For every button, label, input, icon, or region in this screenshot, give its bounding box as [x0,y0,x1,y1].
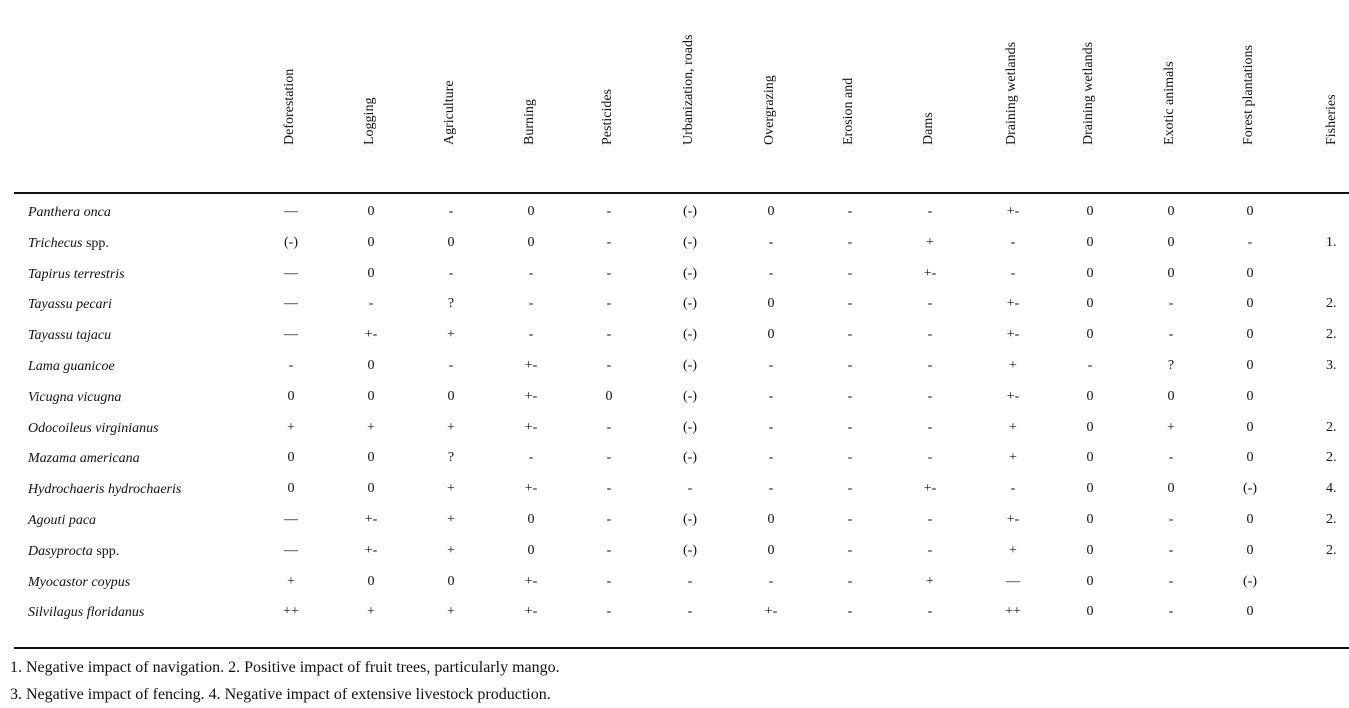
impact-cell-erosion-and: - [847,542,853,558]
species-name [28,205,111,221]
impact-cell-agriculture: 0 [447,234,455,250]
impact-cell-draining-wetlands: 0 [1086,204,1094,219]
species-name [28,605,144,621]
impact-cell-pesticides: - [606,265,612,281]
impact-cell-exotic-animals: - [1168,511,1174,527]
impact-cell-forest-plantations: (-) [1243,481,1257,497]
impact-cell-draining-wetlands: - [1010,234,1016,250]
impact-cell-logging: - [368,296,374,312]
column-header-exotic-animals: Exotic animals [1162,61,1177,145]
impact-cell-agriculture: - [448,357,454,373]
impact-cell-forest-plantations: 0 [1246,327,1254,343]
species-genus: Silvilagus floridanus [28,605,145,621]
impact-cell-exotic-animals: 0 [1167,204,1175,219]
impact-cell-deforestation: — [284,511,298,527]
impact-cell-pesticides: - [606,419,612,435]
impact-cell-logging: +- [364,327,378,343]
table-row [0,443,1349,474]
impact-cell-draining-wetlands: 0 [1086,542,1094,558]
impact-cell-draining-wetlands: +- [1006,296,1020,312]
table-row [0,382,1349,413]
species-name [28,236,109,252]
impact-cell-draining-wetlands: 0 [1086,511,1094,527]
column-header-urbanization-roads: Urbanization, roads [681,34,696,145]
impact-cell-pesticides: - [606,542,612,558]
impact-cell-pesticides: - [606,327,612,343]
species-name [28,544,119,560]
table-row [0,197,1349,228]
impact-cell-dams: + [926,573,934,589]
impact-cell-erosion-and: - [847,573,853,589]
fisheries-note: 2. [1326,419,1337,435]
impact-cell-urbanization-roads: (-) [683,388,697,404]
impact-cell-draining-wetlands: + [1009,357,1017,373]
impact-cell-forest-plantations: 0 [1246,511,1254,527]
impact-cell-erosion-and: - [847,204,853,219]
impact-cell-dams: + [926,234,934,250]
impact-cell-overgrazing: - [768,419,774,435]
impact-cell-burning: - [528,296,534,312]
impact-cell-logging: 0 [367,481,375,497]
impact-cell-pesticides: - [606,450,612,466]
species-name [28,390,121,406]
impact-cell-forest-plantations: 0 [1246,357,1254,373]
impact-cell-urbanization-roads: (-) [683,234,697,250]
impact-cell-deforestation: + [287,419,295,435]
impact-cell-logging: +- [364,542,378,558]
impact-cell-urbanization-roads: (-) [683,265,697,281]
impact-cell-draining-wetlands: - [1010,481,1016,497]
impact-cell-pesticides: - [606,573,612,589]
column-header-draining-wetlands: Draining wetlands [1081,41,1096,145]
fisheries-note: 3. [1326,357,1337,373]
impact-cell-deforestation: + [287,573,295,589]
impact-cell-logging: 0 [367,204,375,219]
impact-cell-erosion-and: - [847,234,853,250]
impact-cell-erosion-and: - [847,357,853,373]
fisheries-note: 2. [1326,327,1337,343]
column-header-deforestation: Deforestation [282,68,297,145]
impact-cell-overgrazing: 0 [767,511,775,527]
species-name [28,513,96,529]
impact-cell-overgrazing: - [768,573,774,589]
impact-cell-pesticides: 0 [605,388,613,404]
impact-cell-burning: +- [524,388,538,404]
impact-cell-dams: - [927,204,933,219]
impact-cell-logging: + [367,419,375,435]
species-genus: Mazama americana [28,451,140,467]
impact-cell-dams: +- [923,265,937,281]
table-row [0,228,1349,259]
impact-cell-burning: +- [524,357,538,373]
impact-cell-dams: - [927,327,933,343]
species-genus: Odocoileus virginianus [28,420,159,436]
column-header-agriculture: Agriculture [442,80,457,145]
table-row [0,413,1349,444]
impact-cell-exotic-animals: 0 [1167,265,1175,281]
impact-cell-draining-wetlands: — [1006,573,1020,589]
impact-cell-forest-plantations: 0 [1246,604,1254,620]
impact-cell-urbanization-roads: (-) [683,511,697,527]
impact-cell-forest-plantations: (-) [1243,573,1257,589]
impact-cell-pesticides: - [606,296,612,312]
impact-cell-urbanization-roads: (-) [683,327,697,343]
impact-cell-draining-wetlands: 0 [1086,388,1094,404]
impact-cell-forest-plantations: 0 [1246,265,1254,281]
column-header-erosion-and: Erosion and [841,77,856,145]
impact-cell-draining-wetlands: 0 [1086,450,1094,466]
impact-cell-pesticides: - [606,357,612,373]
species-genus: Tapirus terrestris [28,266,125,282]
impact-cell-deforestation: — [284,265,298,281]
table-row [0,474,1349,505]
impact-cell-deforestation: ++ [283,604,299,620]
impact-cell-exotic-animals: - [1168,327,1174,343]
impact-cell-draining-wetlands: 0 [1086,327,1094,343]
impact-cell-urbanization-roads: (-) [683,296,697,312]
impact-cell-agriculture: + [447,604,455,620]
impact-cell-burning: +- [524,419,538,435]
impact-cell-logging: 0 [367,265,375,281]
impact-cell-urbanization-roads: (-) [683,542,697,558]
impact-cell-dams: - [927,419,933,435]
column-header-fisheries: Fisheries [1324,94,1339,145]
impact-cell-logging: 0 [367,450,375,466]
species-genus: Dasyprocta [28,543,93,559]
species-name [28,359,115,375]
fisheries-note: 2. [1326,511,1337,527]
impact-cell-dams: - [927,357,933,373]
impact-cell-urbanization-roads: - [687,573,693,589]
impact-cell-forest-plantations: - [1247,234,1253,250]
impact-cell-overgrazing: - [768,234,774,250]
impact-cell-forest-plantations: 0 [1246,296,1254,312]
table-row [0,320,1349,351]
species-genus: Tayassu tajacu [28,328,112,344]
impact-cell-exotic-animals: - [1168,573,1174,589]
impact-cell-pesticides: - [606,604,612,620]
impact-cell-draining-wetlands: 0 [1086,481,1094,497]
impact-cell-exotic-animals: - [1168,542,1174,558]
impact-cell-forest-plantations: 0 [1246,204,1254,219]
impact-cell-overgrazing: 0 [767,542,775,558]
impact-cell-deforestation: (-) [284,234,298,250]
impact-cell-agriculture: - [448,265,454,281]
impact-cell-deforestation: — [284,296,298,312]
impact-cell-burning: +- [524,481,538,497]
table-row [0,259,1349,290]
impact-cell-forest-plantations: 0 [1246,419,1254,435]
impact-cell-erosion-and: - [847,296,853,312]
column-header-dams: Dams [921,112,936,145]
impact-cell-urbanization-roads: (-) [683,204,697,219]
impact-cell-draining-wetlands: ++ [1005,604,1021,620]
impact-cell-deforestation: 0 [287,450,295,466]
impact-cell-overgrazing: - [768,357,774,373]
header-rule [14,192,1349,194]
table-row [0,351,1349,382]
fisheries-note: 4. [1326,481,1337,497]
impact-cell-exotic-animals: + [1167,419,1175,435]
column-header-overgrazing: Overgrazing [762,75,777,145]
species-name [28,297,112,313]
impact-cell-erosion-and: - [847,419,853,435]
impact-cell-logging: +- [364,511,378,527]
impact-cell-agriculture: - [448,204,454,219]
impact-cell-draining-wetlands: 0 [1086,419,1094,435]
impact-cell-burning: 0 [527,204,535,219]
impact-cell-exotic-animals: - [1168,296,1174,312]
species-name [28,482,181,498]
impact-cell-agriculture: + [447,511,455,527]
impact-cell-burning: +- [524,604,538,620]
impact-cell-agriculture: + [447,327,455,343]
impact-cell-draining-wetlands: 0 [1086,573,1094,589]
footnotes [10,654,560,708]
impact-cell-draining-wetlands: +- [1006,388,1020,404]
impact-cell-pesticides: - [606,511,612,527]
impact-cell-erosion-and: - [847,265,853,281]
species-name [28,575,130,591]
impact-cell-draining-wetlands: + [1009,450,1017,466]
impact-cell-urbanization-roads: (-) [683,450,697,466]
species-suffix: spp. [82,235,109,251]
column-header-forest-plantations: Forest plantations [1241,45,1256,145]
impact-cell-forest-plantations: 0 [1246,388,1254,404]
impact-cell-erosion-and: - [847,604,853,620]
footnote-line-1: 1. Negative impact of navigation. 2. Positive impact of fruit trees, particularly mango. [10,659,560,676]
species-name [28,328,111,344]
impact-cell-overgrazing: - [768,265,774,281]
species-genus: Myocastor coypus [28,574,131,590]
impact-cell-urbanization-roads: (-) [683,419,697,435]
impact-cell-overgrazing: - [768,388,774,404]
impact-cell-logging: 0 [367,388,375,404]
impact-cell-overgrazing: 0 [767,296,775,312]
species-name [28,267,125,283]
impact-cell-agriculture: ? [447,450,455,466]
impact-cell-deforestation: 0 [287,388,295,404]
impact-cell-dams: - [927,542,933,558]
species-name [28,421,159,437]
impact-cell-draining-wetlands: 0 [1086,604,1094,620]
impact-cell-burning: 0 [527,542,535,558]
impact-cell-overgrazing: 0 [767,204,775,219]
impact-cell-erosion-and: - [847,511,853,527]
impact-cell-overgrazing: - [768,450,774,466]
impact-cell-deforestation: — [284,204,298,219]
table-row [0,567,1349,598]
impact-cell-draining-wetlands: + [1009,419,1017,435]
impact-cell-agriculture: + [447,419,455,435]
impact-cell-erosion-and: - [847,450,853,466]
impact-cell-overgrazing: 0 [767,327,775,343]
impact-cell-overgrazing: +- [764,604,778,620]
impact-cell-draining-wetlands: 0 [1086,265,1094,281]
impact-cell-exotic-animals: - [1168,604,1174,620]
fisheries-note: 2. [1326,450,1337,466]
impact-cell-exotic-animals: ? [1167,357,1175,373]
impact-cell-pesticides: - [606,204,612,219]
table-header [0,0,1349,190]
column-header-pesticides: Pesticides [600,89,615,145]
impact-cell-burning: - [528,450,534,466]
impact-cell-exotic-animals: 0 [1167,481,1175,497]
impact-cell-draining-wetlands: +- [1006,204,1020,219]
impact-cell-deforestation: 0 [287,481,295,497]
species-name [28,451,140,467]
column-header-burning: Burning [522,99,537,145]
species-suffix: spp. [92,543,120,559]
impact-cell-dams: - [927,388,933,404]
impact-cell-dams: - [927,604,933,620]
impact-cell-burning: +- [524,573,538,589]
impact-cell-erosion-and: - [847,388,853,404]
species-genus: Vicugna vicugna [28,389,122,405]
impact-cell-exotic-animals: 0 [1167,388,1175,404]
column-header-logging: Logging [362,97,377,145]
impact-cell-dams: +- [923,481,937,497]
impact-cell-forest-plantations: 0 [1246,542,1254,558]
impact-cell-pesticides: - [606,481,612,497]
impact-cell-draining-wetlands: - [1087,357,1093,373]
impact-cell-logging: + [367,604,375,620]
species-genus: Panthera onca [28,205,111,220]
impact-cell-logging: 0 [367,573,375,589]
impact-cell-urbanization-roads: - [687,604,693,620]
impact-cell-dams: - [927,296,933,312]
impact-cell-exotic-animals: 0 [1167,234,1175,250]
impact-cell-agriculture: + [447,481,455,497]
fisheries-note: 1. [1326,234,1337,250]
impact-cell-deforestation: - [288,357,294,373]
impact-cell-agriculture: 0 [447,388,455,404]
impact-cell-burning: 0 [527,511,535,527]
footnote-line-2: 3. Negative impact of fencing. 4. Negative impact of extensive livestock production. [10,686,551,703]
impact-cell-agriculture: 0 [447,573,455,589]
species-genus: Lama guanicoe [28,358,115,374]
impact-cell-urbanization-roads: - [687,481,693,497]
impact-cell-overgrazing: - [768,481,774,497]
impact-cell-exotic-animals: - [1168,450,1174,466]
impact-cell-draining-wetlands: - [1010,265,1016,281]
impact-cell-draining-wetlands: +- [1006,511,1020,527]
impact-cell-draining-wetlands: + [1009,542,1017,558]
species-genus: Tayassu pecari [28,297,112,313]
impact-cell-agriculture: ? [447,296,455,312]
species-genus: Hydrochaeris hydrochaeris [28,482,182,498]
fisheries-note: 2. [1326,296,1337,312]
table-row [0,505,1349,536]
impact-cell-deforestation: — [284,542,298,558]
column-header-draining-wetlands: Draining wetlands [1004,41,1019,145]
impact-cell-agriculture: + [447,542,455,558]
impact-cell-draining-wetlands: 0 [1086,234,1094,250]
impact-cell-burning: - [528,265,534,281]
table-body [0,197,1349,628]
species-genus: Agouti paca [28,512,97,528]
impact-cell-burning: - [528,327,534,343]
impact-cell-dams: - [927,511,933,527]
footer-rule [14,647,1349,649]
impact-cell-pesticides: - [606,234,612,250]
impact-cell-logging: 0 [367,234,375,250]
impact-cell-urbanization-roads: (-) [683,357,697,373]
species-genus: Trichecus [28,235,83,251]
impact-cell-burning: 0 [527,234,535,250]
impact-cell-draining-wetlands: 0 [1086,296,1094,312]
impact-cell-forest-plantations: 0 [1246,450,1254,466]
impact-cell-erosion-and: - [847,327,853,343]
impact-cell-dams: - [927,450,933,466]
impact-cell-erosion-and: - [847,481,853,497]
impact-cell-draining-wetlands: +- [1006,327,1020,343]
table-row [0,536,1349,567]
impact-cell-deforestation: — [284,327,298,343]
table-row [0,597,1349,628]
impact-cell-logging: 0 [367,357,375,373]
fisheries-note: 2. [1326,542,1337,558]
table-row [0,289,1349,320]
